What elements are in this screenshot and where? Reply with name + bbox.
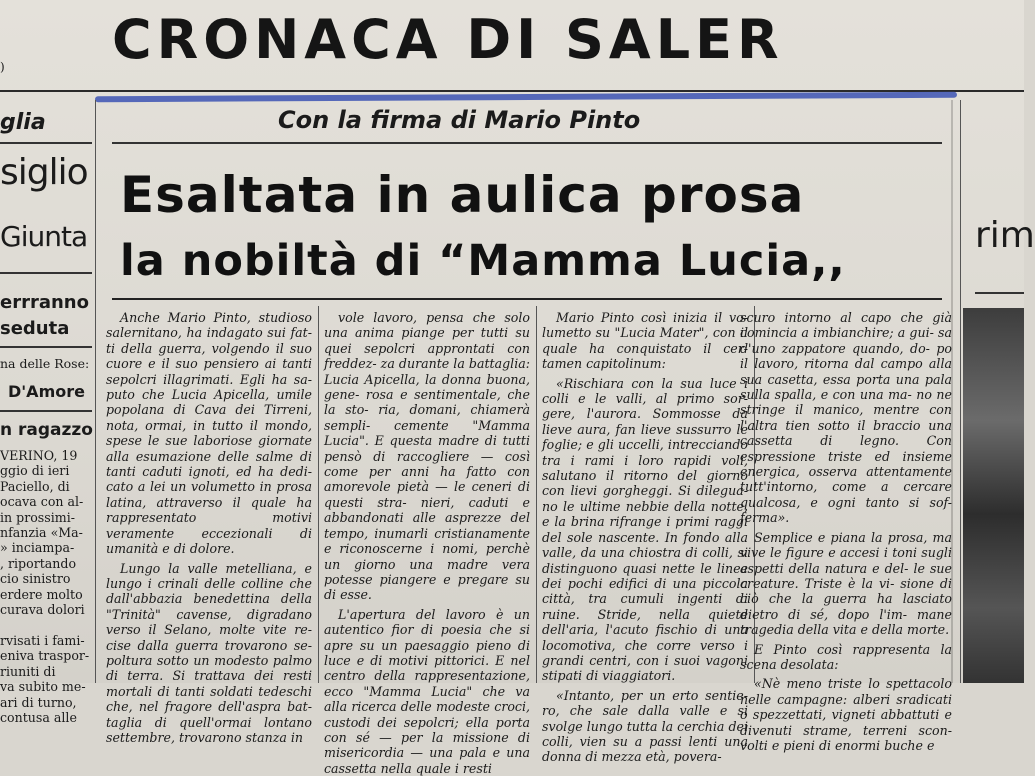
right-headline-fragment: rim — [975, 215, 1035, 256]
paragraph: «Nè meno triste lo spettacolo nelle campagne: alberi sradicati o spezzettati, vigneti abbattuti e divenuti strame, terreni scon- volti e pieni di enormi buche e — [740, 676, 952, 753]
column-divider — [960, 100, 961, 683]
paragraph: E Pinto così rappresenta la scena desolata: — [740, 641, 952, 672]
rule — [0, 410, 92, 412]
article-column-1 — [106, 310, 312, 745]
paragraph: «Rischiara con la sua luce i colli e le valli, al primo sor- gere, l'aurora. Sommosse da lieve aura, fan lieve sussurro le foglie; e gli uccelli, intrecciando tra i rami i loro rapidi voli, salutano il ritorno del giorno con lievi gorgheggi. Si dilegua- no le ultime nebbie della notte, e la brina rifrange i primi raggi del sole nascente. In fondo alla valle, da una chiostra di colli, si distinguono quasi nette le linee dei pochi edifici di una piccola città, tra cumuli ingenti di ruine. Stride, nella quiete dell'aria, l'acuto fischio di una locomotiva, che corre verso i grandi centri, con i suoi vagoni stipati di viaggiatori. — [542, 375, 748, 684]
masthead-left-fragment: ) — [0, 60, 5, 74]
column-divider — [318, 306, 319, 683]
rule — [0, 346, 92, 348]
article-column-4 — [740, 310, 952, 753]
headline-fragment: n ragazzo — [0, 420, 93, 440]
paragraph: «Intanto, per un erto sentie- ro, che sale dalla valle e si svolge lungo tutta la cerchia dei colli, vien su a passi lenti una donna di mezza età, povera- — [542, 687, 748, 765]
headline-fragment: siglio — [0, 152, 88, 193]
blue-pen-underline — [95, 92, 957, 103]
rule — [112, 298, 942, 300]
subhead-fragment: errranno — [0, 292, 89, 313]
paragraph: Anche Mario Pinto, studioso salernitano, ha indagato sui fat- ti della guerra, volgendo il suo cuore e il suo pensiero ai tanti sepolcri illagrimati. Egli ha sa- puto che Lucia Apicella, umile popolana di Cava dei Tirreni, nota, ormai, in tutto il mondo, spese le sue laboriose giornate alla esumazione delle salme di tanti caduti ignoti, ed ha dedi- cato a lei un volumetto in prosa latina, attraverso il quale ha rappresentato motivi veramente eccezionali di umanità e di dolore. — [106, 310, 312, 557]
column-divider — [536, 306, 537, 683]
paragraph: L'apertura del lavoro è un autentico fior di poesia che si apre su un paesaggio pieno di luce e di motivi pittorici. E nel centro della rappresentazione, ecco "Mamma Lucia" che va alla ricerca delle modeste croci, custodi dei sepolcri; ella porta con sé — per la missione di misericordia — una pala e una cassetta nella quale i resti — [324, 606, 530, 776]
rule — [0, 272, 92, 274]
rule — [112, 142, 942, 144]
paragraph: vole lavoro, pensa che solo una anima piange per tutti su quei sepolcri approntati con freddez- za durante la battaglia: Lucia Apicella, la donna buona, gene- rosa e sentimentale, che la sto- ria, domani, chiamerà sempli- cemente "Mamma Lucia". E questa madre di tutti pensò di raccogliere — così come per anni ha fatto con amorevole pietà — le ceneri di questi stra- nieri, caduti e abbandonati alle asprezze del tempo, inumarli cristianamente e riconoscerne i nomi, perchè un giorno una madre vera potesse piangere e pregare su di esse. — [324, 310, 530, 603]
section-fragment: glia — [0, 110, 46, 135]
item-fragment: D'Amore — [8, 382, 85, 401]
item-fragment: na delle Rose: — [0, 356, 90, 371]
photo-fragment — [963, 308, 1024, 683]
paragraph: Mario Pinto così inizia il vo- lumetto su "Lucia Mater", con il quale ha conquistato il cer- tamen capitolinum: — [542, 310, 748, 372]
text-fragment: VERINO, 19 ggio di ieri Paciello, di ocava con al- in prossimi- nfanzia «Ma- » inciampa- , riportando cio sinistro erdere molto curava dolori rvisati i fami- eniva traspor- riuniti di va subito me- ari di turno, contusa alle — [0, 448, 90, 725]
headline-line-2: la nobiltà di “Mamma Lucia,, — [120, 236, 846, 286]
headline-fragment: Giunta — [0, 220, 88, 253]
bleed-through-text — [0, 0, 14, 46]
paragraph: Semplice e piana la prosa, ma vive le figure e accesi i toni sugli aspetti della natura e del- le sue creature. Triste è la vi- sione di ciò che la guerra ha lasciato dietro di sé, dopo l'im- mane tragedia della vita e della morte. — [740, 529, 952, 638]
rule — [975, 292, 1024, 294]
paragraph: Lungo la valle metelliana, e lungo i crinali delle colline che dall'abbazia benedettina della "Trinità" cavense, digradano verso il Selano, molte vite re- cise dalla guerra trovarono se- poltura sotto un modesto palmo di terra. Si trattava dei resti mortali di tanti soldati tedeschi che, nel fragore dell'aspra bat- taglia di quell'ormai lontano settembre, trovarono stanza in — [106, 560, 312, 745]
headline-line-1: Esaltata in aulica prosa — [120, 166, 805, 224]
article-column-3 — [542, 310, 748, 765]
article-column-2 — [324, 310, 530, 776]
rule — [0, 142, 92, 144]
subhead-fragment: seduta — [0, 318, 70, 339]
left-adjacent-column — [0, 100, 94, 725]
paragraph: scuro intorno al capo che già comincia a imbianchire; a gui- sa d'uno zappatore quando, do- po il lavoro, ritorna dal campo alla sua casetta, essa porta una pala sulla spalla, e con una ma- no ne stringe il manico, mentre con l'altra tien sotto il braccio una cassetta di legno. Con espressione triste ed insieme energica, osserva attentamente tutt'intorno, come a cercare qualcosa, e ogni tanto si sof- ferma». — [740, 310, 952, 526]
byline: Con la firma di Mario Pinto — [278, 106, 641, 134]
masthead-title: CRONACA DI SALER — [112, 8, 784, 71]
column-divider — [95, 100, 96, 683]
